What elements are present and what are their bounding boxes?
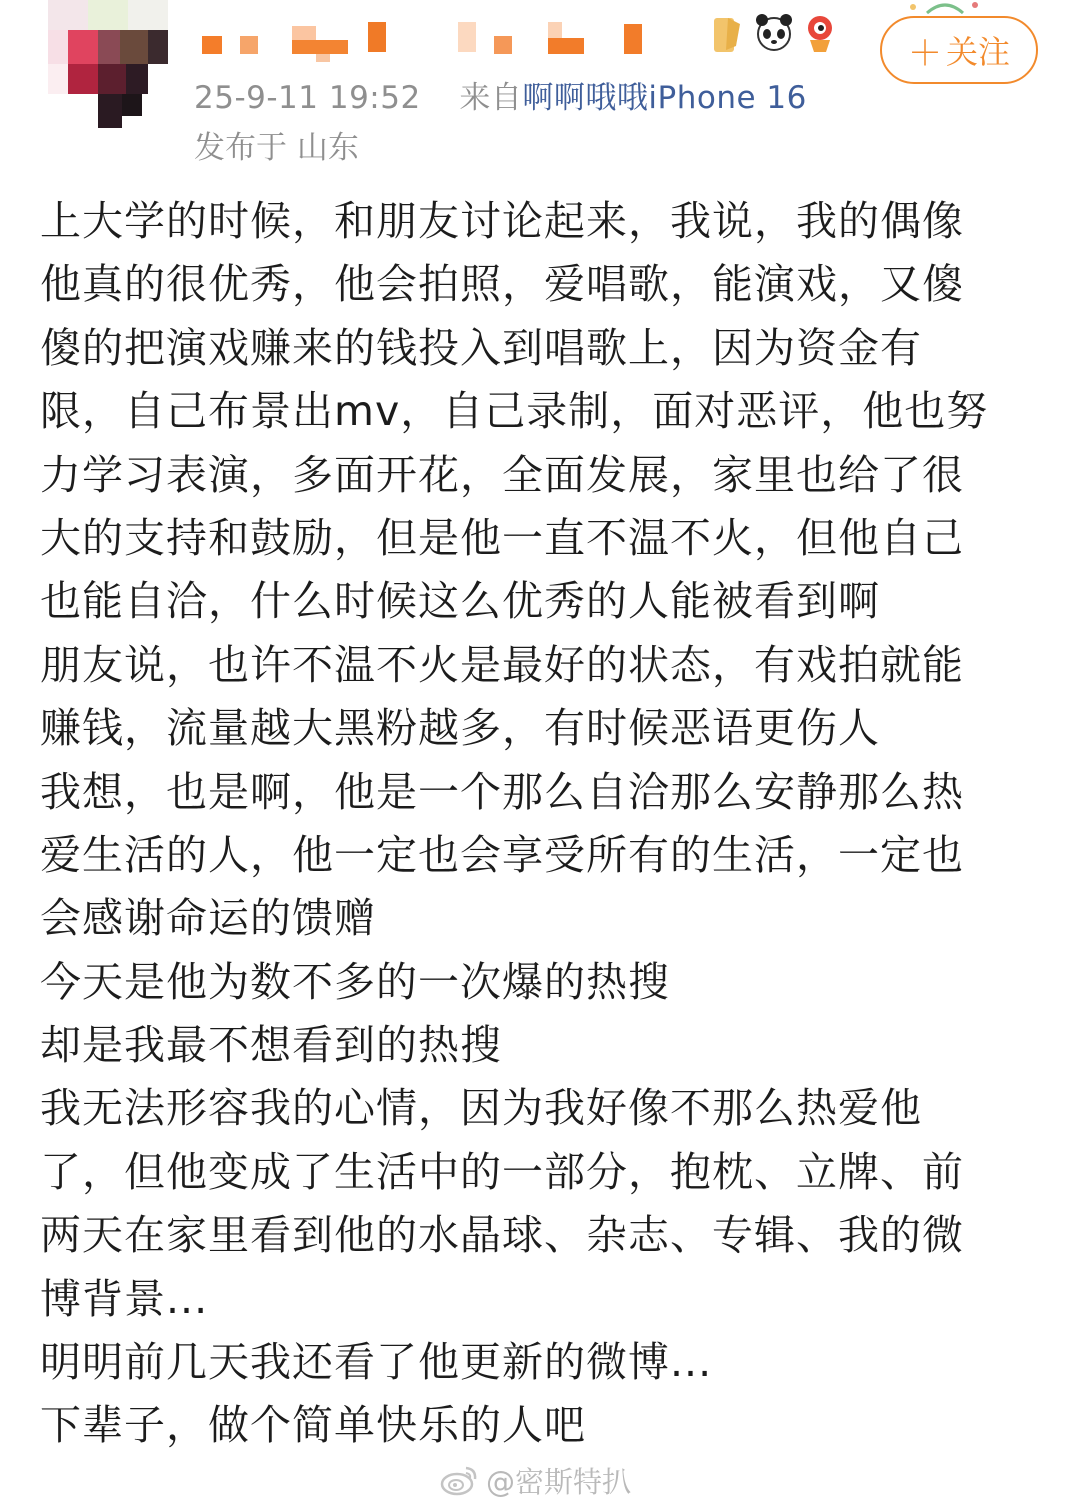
- post-text-line: 我无法形容我的心情，因为我好像不那么热爱他: [40, 1084, 922, 1133]
- post-body: [40, 190, 1040, 1458]
- source-prefix: 来自: [459, 80, 523, 116]
- red-bird-icon: [808, 16, 832, 52]
- post-text-line: 会感谢命运的馈赠: [40, 894, 376, 943]
- post-text-line: 下辈子，做个简单快乐的人吧: [40, 1401, 586, 1450]
- post-text-line: 两天在家里看到他的水晶球、杂志、专辑、我的微: [40, 1211, 964, 1260]
- post-location: 发布于 山东: [194, 130, 359, 166]
- post-text-line: 今天是他为数不多的一次爆的热搜: [40, 957, 670, 1006]
- post-text-line: 傻的把演戏赚来的钱投入到唱歌上，因为资金有: [40, 323, 922, 372]
- watermark-text: @密斯特扒: [486, 1464, 632, 1499]
- follow-button[interactable]: [880, 16, 1038, 84]
- avatar[interactable]: [48, 0, 168, 128]
- post-text-line: 他真的很优秀，他会拍照，爱唱歌，能演戏，又傻: [40, 260, 964, 309]
- post-text-line: 爱生活的人，他一定也会享受所有的生活，一定也: [40, 830, 964, 879]
- post-text-line: 也能自洽，什么时候这么优秀的人能被看到啊: [40, 577, 880, 626]
- post-text-line: 我想，也是啊，他是一个那么自洽那么安静那么热: [40, 767, 964, 816]
- post-text-line: 明明前几天我还看了他更新的微博...: [40, 1338, 713, 1387]
- post-text-line: 朋友说，也许不温不火是最好的状态，有戏拍就能: [40, 640, 964, 689]
- user-badges: [712, 10, 842, 56]
- badge-icons: [712, 10, 842, 56]
- post-text-line: 赚钱，流量越大黑粉越多，有时候恶语更伤人: [40, 704, 880, 753]
- panda-icon: [756, 14, 792, 50]
- post-text-line: 限，自己布景出mv，自己录制，面对恶评，他也努: [40, 387, 989, 436]
- gold-badge-icon: [714, 18, 740, 52]
- post-text-line: 却是我最不想看到的热搜: [40, 1021, 502, 1070]
- post-text-line: 博背景...: [40, 1274, 209, 1323]
- follow-label: 关注: [945, 33, 1010, 71]
- plus-icon: ＋: [907, 33, 942, 74]
- decoration-icon: [905, 0, 985, 14]
- watermark: [440, 1458, 631, 1502]
- source-client-link[interactable]: 啊啊哦哦iPhone 16: [522, 80, 807, 116]
- username[interactable]: [196, 18, 666, 58]
- post-text-line: 大的支持和鼓励，但是他一直不温不火，但他自己: [40, 513, 964, 562]
- post-text-line: 力学习表演，多面开花，全面发展，家里也给了很: [40, 450, 964, 499]
- weibo-logo-icon: [440, 1463, 480, 1497]
- post-text-line: 了，但他变成了生活中的一部分，抱枕、立牌、前: [40, 1147, 964, 1196]
- post-meta: [194, 72, 807, 117]
- post-text-line: 上大学的时候，和朋友讨论起来，我说，我的偶像: [40, 197, 964, 245]
- post-timestamp: 25-9-11 19:52: [194, 80, 421, 116]
- post-header: [0, 0, 1080, 180]
